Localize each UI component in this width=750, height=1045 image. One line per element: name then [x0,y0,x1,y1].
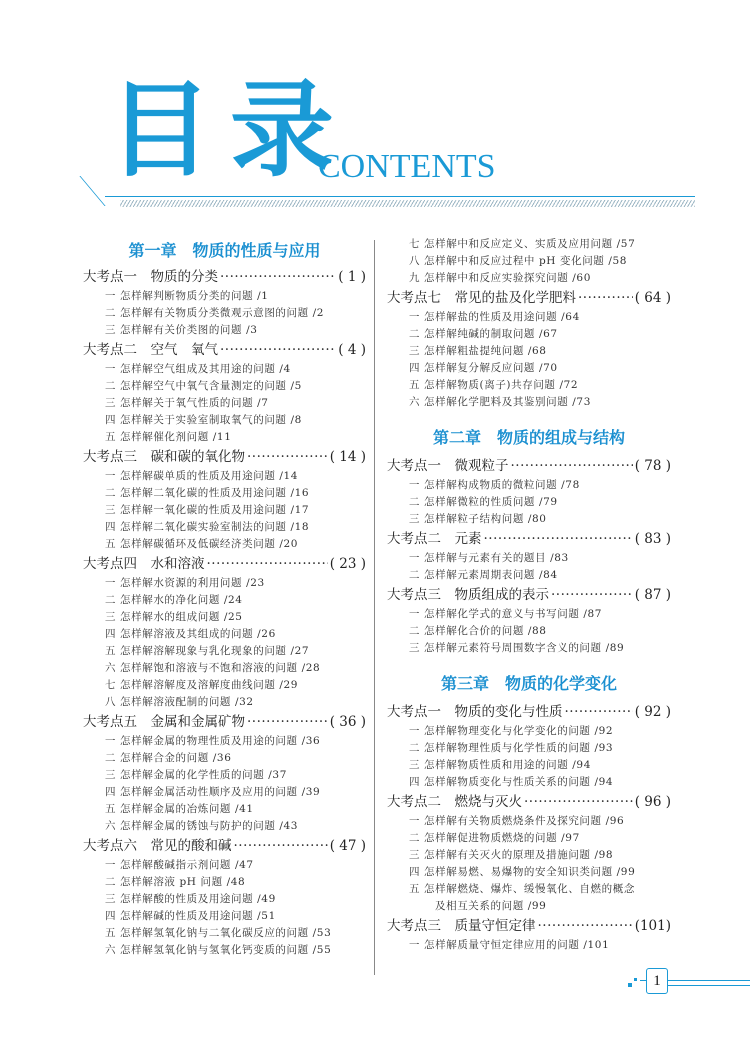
toc-subitem[interactable]: 八 怎样解中和反应过程中 pH 变化问题 /58 [409,255,628,267]
toc-subitem[interactable]: 四 怎样解关于实验室制取氧气的问题 /8 [105,414,302,426]
toc-section-entry[interactable] [387,287,671,309]
toc-subitem[interactable]: 四 怎样解物质变化与性质关系的问题 /94 [409,776,614,788]
section-page-number: ( 64 ) [634,290,671,306]
section-title: 大考点五 金属和金属矿物 [83,714,245,730]
toc-subitem[interactable]: 三 怎样解粒子结构问题 /80 [409,513,547,525]
toc-subitem[interactable]: 三 怎样解有关灭火的原理及措施问题 /98 [409,849,614,861]
toc-subitem[interactable]: 四 怎样解溶液及其组成的问题 /26 [105,628,276,640]
toc-section-entry[interactable] [83,446,366,468]
leader-dots [565,701,633,723]
section-title: 大考点七 常见的盐及化学肥料 [387,290,576,306]
toc-subitem[interactable]: 及相互关系的问题 /99 [435,900,547,912]
toc-subitem[interactable]: 一 怎样解有关物质燃烧条件及探究问题 /96 [409,815,625,827]
section-title: 大考点二 空气 氧气 [83,342,218,358]
section-title: 大考点一 物质的变化与性质 [387,704,563,720]
page-title: 目录 [108,69,353,191]
section-page-number: (101) [634,918,671,934]
toc-subitem[interactable]: 三 怎样解一氧化碳的性质及用途问题 /17 [105,504,310,516]
section-title: 大考点六 常见的酸和碱 [83,838,232,854]
toc-section-entry[interactable] [387,791,671,813]
section-title: 大考点二 燃烧与灭火 [387,794,522,810]
toc-subitem[interactable]: 一 怎样解物理变化与化学变化的问题 /92 [409,725,614,737]
section-title: 大考点三 碳和碳的氧化物 [83,449,245,465]
page-number-line-right [668,980,750,981]
leader-dots [551,584,633,606]
chapter-heading: 第三章 物质的化学变化 [440,674,617,693]
toc-right-column [387,236,671,954]
title-underline [105,196,695,197]
toc-subitem[interactable]: 七 怎样解溶解度及溶解度曲线问题 /29 [105,679,299,691]
leader-dots [247,711,328,733]
section-title: 大考点三 物质组成的表示 [387,587,549,603]
toc-subitem[interactable]: 六 怎样解化学肥料及其鉴别问题 /73 [409,396,591,408]
section-title: 大考点三 质量守恒定律 [387,918,536,934]
toc-subitem[interactable]: 一 怎样解化学式的意义与书写问题 /87 [409,608,603,620]
toc-subitem[interactable]: 三 怎样解元素符号周围数字含义的问题 /89 [409,642,625,654]
section-page-number: ( 4 ) [338,342,366,358]
toc-subitem[interactable]: 五 怎样解催化剂问题 /11 [105,431,232,443]
toc-subitem[interactable]: 一 怎样解盐的性质及用途问题 /64 [409,311,580,323]
toc-subitem[interactable]: 五 怎样解氢氧化钠与二氧化碳反应的问题 /53 [105,927,332,939]
page-subtitle: CONTENTS [318,148,496,185]
toc-subitem[interactable]: 九 怎样解中和反应实验探究问题 /60 [409,272,591,284]
toc-subitem[interactable]: 五 怎样解溶解现象与乳化现象的问题 /27 [105,645,310,657]
toc-subitem[interactable]: 一 怎样解金属的物理性质及用途的问题 /36 [105,735,321,747]
toc-subitem[interactable]: 六 怎样解金属的锈蚀与防护的问题 /43 [105,820,299,832]
toc-section-entry[interactable] [387,701,671,723]
column-divider [374,240,375,975]
leader-dots [234,835,328,857]
section-page-number: ( 96 ) [634,794,671,810]
section-page-number: ( 23 ) [329,556,366,572]
toc-subitem[interactable]: 三 怎样解水的组成问题 /25 [105,611,243,623]
page-number-dot [634,978,637,981]
toc-section-entry[interactable] [83,711,366,733]
toc-subitem[interactable]: 三 怎样解关于氧气性质的问题 /7 [105,397,269,409]
toc-subitem[interactable]: 一 怎样解空气组成及其用途的问题 /4 [105,363,291,375]
toc-section-entry[interactable] [387,528,671,550]
section-page-number: ( 78 ) [634,458,671,474]
section-title: 大考点一 微观粒子 [387,458,509,474]
toc-section-entry[interactable] [83,339,366,361]
section-page-number: ( 87 ) [634,587,671,603]
chapter-heading: 第二章 物质的组成与结构 [432,428,625,447]
toc-subitem[interactable]: 二 怎样解水的净化问题 /24 [105,594,243,606]
toc-subitem[interactable]: 五 怎样解物质(离子)共存问题 /72 [409,379,579,391]
toc-section-entry[interactable] [83,553,366,575]
leader-dots [578,287,633,309]
toc-subitem[interactable]: 二 怎样解空气中氧气含量测定的问题 /5 [105,380,302,392]
section-page-number: ( 83 ) [634,531,671,547]
section-page-number: ( 92 ) [634,704,671,720]
toc-subitem[interactable]: 一 怎样解水资源的利用问题 /23 [105,577,265,589]
title-hatch-band [120,200,695,207]
section-page-number: ( 36 ) [329,714,366,730]
leader-dots [484,528,633,550]
toc-subitem[interactable]: 二 怎样解纯碱的制取问题 /67 [409,328,558,340]
toc-subitem[interactable]: 一 怎样解判断物质分类的问题 /1 [105,290,269,302]
page-number-line-right-2 [668,985,750,986]
section-page-number: ( 47 ) [329,838,366,854]
toc-subitem[interactable]: 二 怎样解微粒的性质问题 /79 [409,496,558,508]
page-number-dot [628,983,632,987]
toc-subitem[interactable]: 二 怎样解溶液 pH 问题 /48 [105,876,246,888]
leader-dots [220,266,336,288]
leader-dots [247,446,328,468]
toc-subitem[interactable]: 一 怎样解碳单质的性质及用途问题 /14 [105,470,299,482]
toc-subitem[interactable]: 三 怎样解金属的化学性质的问题 /37 [105,769,287,781]
section-page-number: ( 1 ) [338,269,366,285]
toc-subitem[interactable]: 一 怎样解酸碱指示剂问题 /47 [105,859,254,871]
leader-dots [220,339,336,361]
toc-subitem[interactable]: 二 怎样解二氧化碳的性质及用途问题 /16 [105,487,310,499]
toc-subitem[interactable]: 五 怎样解金属的冶炼问题 /41 [105,803,254,815]
leader-dots [207,553,328,575]
toc-subitem[interactable]: 四 怎样解易燃、易爆物的安全知识类问题 /99 [409,866,636,878]
toc-subitem[interactable]: 三 怎样解酸的性质及用途问题 /49 [105,893,276,905]
toc-subitem[interactable]: 四 怎样解复分解反应问题 /70 [409,362,558,374]
toc-section-entry[interactable] [387,455,671,477]
toc-subitem[interactable]: 五 怎样解燃烧、爆炸、缓慢氧化、自燃的概念 [409,883,635,895]
leader-dots [538,915,633,937]
section-page-number: ( 14 ) [329,449,366,465]
toc-subitem[interactable]: 四 怎样解二氧化碳实验室制法的问题 /18 [105,521,310,533]
toc-subitem[interactable]: 三 怎样解粗盐提纯问题 /68 [409,345,547,357]
chapter-heading: 第一章 物质的性质与应用 [128,241,321,260]
toc-subitem[interactable]: 六 怎样解饱和溶液与不饱和溶液的问题 /28 [105,662,321,674]
toc-subitem[interactable]: 三 怎样解有关价类图的问题 /3 [105,324,258,336]
toc-subitem[interactable]: 四 怎样解金属活动性顺序及应用的问题 /39 [105,786,321,798]
section-title: 大考点四 水和溶液 [83,556,205,572]
leader-dots [511,455,633,477]
leader-dots [524,791,633,813]
toc-section-entry[interactable] [387,915,671,937]
toc-subitem[interactable]: 一 怎样解与元素有关的题目 /83 [409,552,569,564]
toc-subitem[interactable]: 一 怎样解质量守恒定律应用的问题 /101 [409,939,610,951]
toc-subitem[interactable]: 二 怎样解促进物质燃烧的问题 /97 [409,832,580,844]
toc-subitem[interactable]: 八 怎样解溶液配制的问题 /32 [105,696,254,708]
section-title: 大考点二 元素 [387,531,482,547]
toc-section-entry[interactable] [387,584,671,606]
toc-section-entry[interactable] [83,835,366,857]
toc-subitem[interactable]: 二 怎样解化合价的问题 /88 [409,625,547,637]
toc-subitem[interactable]: 一 怎样解构成物质的微粒问题 /78 [409,479,580,491]
toc-subitem[interactable]: 二 怎样解有关物质分类微观示意图的问题 /2 [105,307,325,319]
toc-subitem[interactable]: 五 怎样解碳循环及低碳经济类问题 /20 [105,538,299,550]
page-number: 1 [646,968,668,994]
toc-subitem[interactable]: 二 怎样解合金的问题 /36 [105,752,232,764]
toc-left-column [83,236,366,959]
toc-section-entry[interactable] [83,266,366,288]
section-title: 大考点一 物质的分类 [83,269,218,285]
toc-subitem[interactable]: 二 怎样解物理性质与化学性质的问题 /93 [409,742,614,754]
toc-subitem[interactable]: 三 怎样解物质性质和用途的问题 /94 [409,759,591,771]
toc-subitem[interactable]: 二 怎样解元素周期表问题 /84 [409,569,558,581]
toc-subitem[interactable]: 六 怎样解氢氧化钠与氢氧化钙变质的问题 /55 [105,944,332,956]
toc-subitem[interactable]: 七 怎样解中和反应定义、实质及应用问题 /57 [409,238,636,250]
toc-subitem[interactable]: 四 怎样解碱的性质及用途问题 /51 [105,910,276,922]
